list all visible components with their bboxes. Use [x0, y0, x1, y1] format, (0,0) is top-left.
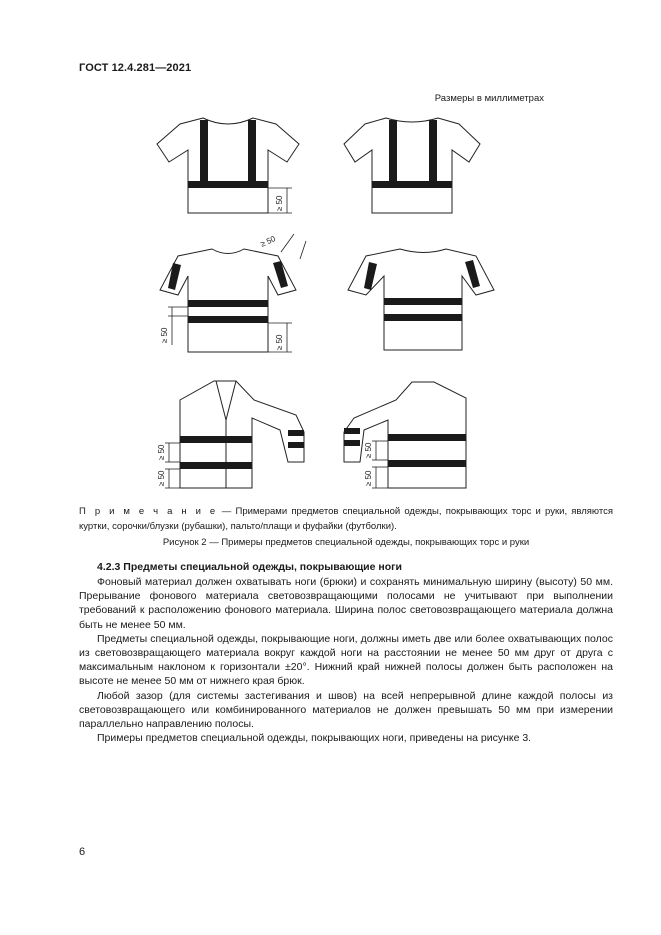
dim-label: ≥ 50	[364, 470, 373, 486]
dim-label: ≥ 50	[275, 195, 284, 211]
garment-tshirt-horizontal-front	[160, 234, 306, 352]
page-number: 6	[79, 846, 86, 858]
paragraph: Примеры предметов специальной одежды, покрывающих ноги, приведены на рисунке 3.	[97, 732, 532, 745]
figure-caption: Рисунок 2 — Примеры предметов специальной одежды, покрывающих торс и руки	[162, 537, 530, 548]
note-label: П р и м е ч а н и е	[79, 506, 218, 517]
figure-note	[79, 504, 613, 534]
paragraph: Предметы специальной одежды, покрывающие ноги, должны иметь две или более охватывающих полос из световозвращающего материала вокруг каждой ноги на расстоянии не менее 50 мм друг от друга с максимальным наклоном к горизонтали ±20°. Нижний край нижней полосы должен быть расположен на высоте не менее 50 мм от нижнего края брюк.	[79, 632, 613, 688]
garment-jacket-front	[157, 381, 304, 488]
garment-tshirt-horizontal-back	[348, 249, 494, 350]
paragraph: Любой зазор (для системы застегивания и швов) на всей непрерывной длине каждой полосы из световозвращающего или комбинированного материалов не должен превышать 50 мм при измерении параллельно направлению полосы.	[79, 689, 613, 731]
section-body	[79, 575, 613, 745]
garment-tshirt-vertical-front	[157, 118, 299, 213]
paragraph: Фоновый материал должен охватывать ноги (брюки) и сохранять минимальную ширину (высоту) 50 мм. Прерывание фонового материала световозвращающими полосами не учитывают при выполнении требований к расположению фонового материала. Ширина полос световозвращающего материала должна быть не менее 50 мм.	[79, 576, 613, 631]
garment-tshirt-vertical-back	[344, 118, 480, 213]
section-title: 4.2.3 Предметы специальной одежды, покрывающие ноги	[97, 561, 402, 573]
note-text: — Примерами предметов специальной одежды, покрывающих торс и руки, являются куртки, сорочки/блузки (рубашки), пальто/плащи и фуфайки (футболки).	[79, 506, 613, 532]
dim-label: ≥ 50	[157, 444, 166, 460]
dim-label: ≥ 50	[275, 334, 284, 350]
garment-jacket-back	[344, 382, 466, 488]
dimensions-note: Размеры в миллиметрах	[434, 93, 544, 104]
dim-label: ≥ 50	[364, 442, 373, 458]
dim-label: ≥ 50	[259, 234, 277, 249]
document-header: ГОСТ 12.4.281—2021	[79, 62, 192, 74]
dim-label: ≥ 50	[160, 327, 169, 343]
dim-label: ≥ 50	[157, 470, 166, 486]
